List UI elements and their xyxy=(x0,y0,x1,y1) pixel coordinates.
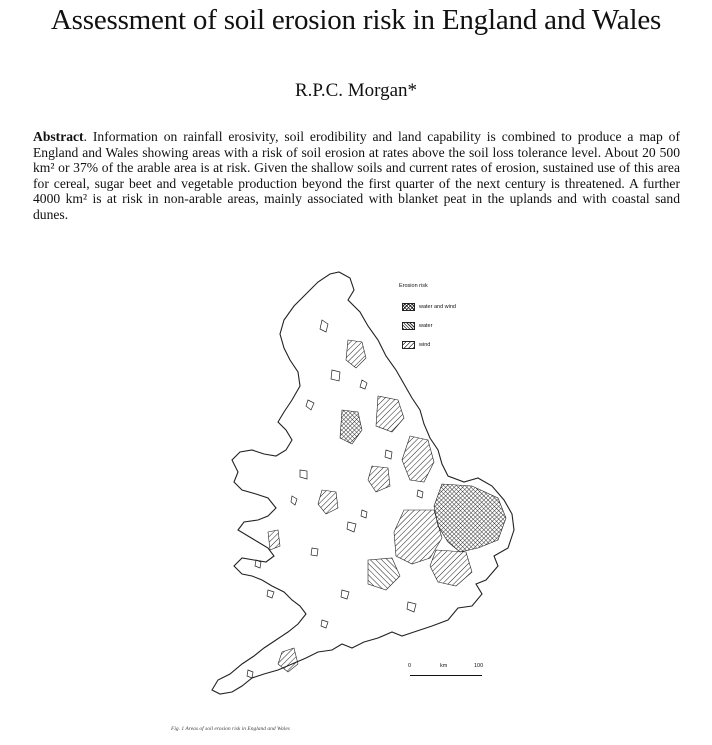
scale-end: 100 xyxy=(474,663,484,669)
author-name: R.P.C. Morgan* xyxy=(294,80,418,101)
legend-title: Erosion risk xyxy=(399,283,428,289)
risk-area-wales xyxy=(268,530,280,550)
risk-area-north xyxy=(346,340,366,368)
water-and-wind-swatch xyxy=(402,303,415,311)
scale-line xyxy=(410,675,482,676)
legend-item-wind xyxy=(402,341,430,349)
erosion-risk-map xyxy=(172,260,522,715)
risk-area-yorkshire xyxy=(376,396,404,432)
risk-area-pennines xyxy=(340,410,362,444)
abstract-text: . Information on rainfall erosivity, soil erodibility and land capability is combined to produce a map of England and Wales showing areas with a risk of soil erosion at rates above the soil loss tolerance level. About 20 500 km² or 37% of the arable area is at risk. Given the shallow soils and current rates of erosion, sustained use of this area for cereal, sugar beet and vegetable production beyond the first quarter of the next century is threatened. A further 4000 km² is at risk in non-arable areas, mainly associated with blanket peat in the uplands and with coastal sand dunes. xyxy=(33,129,680,222)
legend-label-wind: wind xyxy=(419,342,431,348)
figure-caption: Fig. 1 Areas of soil erosion risk in England and Wales xyxy=(171,726,290,732)
scale-start: 0 xyxy=(408,663,412,669)
risk-area-midlands xyxy=(318,490,338,514)
risk-area-cambridge xyxy=(430,550,472,586)
risk-area-lincolnshire xyxy=(402,436,434,482)
legend-label-water-and-wind: water and wind xyxy=(419,304,456,310)
coastline-outline xyxy=(212,272,514,694)
map-figure xyxy=(172,260,522,715)
wind-swatch xyxy=(402,341,415,349)
scale-unit: km xyxy=(440,663,448,669)
risk-area-south-central xyxy=(368,558,400,590)
abstract-label: Abstract xyxy=(33,129,84,144)
water-swatch xyxy=(402,322,415,330)
paper-title: Assessment of soil erosion risk in England and Wales xyxy=(50,4,662,36)
risk-area-east-anglia xyxy=(434,484,506,552)
scale-bar xyxy=(408,663,488,685)
abstract-paragraph xyxy=(33,129,680,223)
legend-item-water-and-wind xyxy=(402,303,456,311)
risk-area-nottingham xyxy=(368,466,390,492)
legend-label-water: water xyxy=(419,323,433,329)
legend-item-water xyxy=(402,322,432,330)
